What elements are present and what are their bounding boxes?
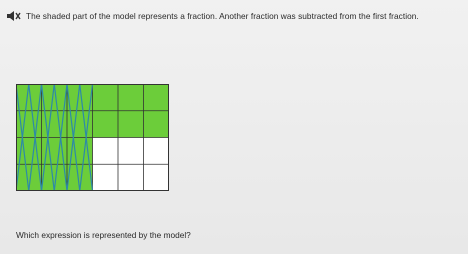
speaker-icon[interactable] (6, 10, 22, 22)
unshaded-cell (118, 164, 144, 191)
unshaded-cell (118, 138, 144, 165)
shaded-cell (118, 84, 144, 111)
shaded-cell (93, 84, 119, 111)
shaded-cell (144, 84, 170, 111)
unshaded-cell (144, 138, 170, 165)
unshaded-cell (93, 138, 119, 165)
shaded-cell (118, 111, 144, 138)
fraction-model (16, 84, 169, 191)
unshaded-cell (144, 164, 170, 191)
prompt-text: The shaded part of the model represents a fraction. Another fraction was subtracted from the first fraction. (26, 11, 419, 21)
unshaded-cell (93, 164, 119, 191)
shaded-cell (144, 111, 170, 138)
question-prompt (6, 10, 419, 22)
question-text: Which expression is represented by the model? (16, 230, 191, 240)
shaded-cell (93, 111, 119, 138)
